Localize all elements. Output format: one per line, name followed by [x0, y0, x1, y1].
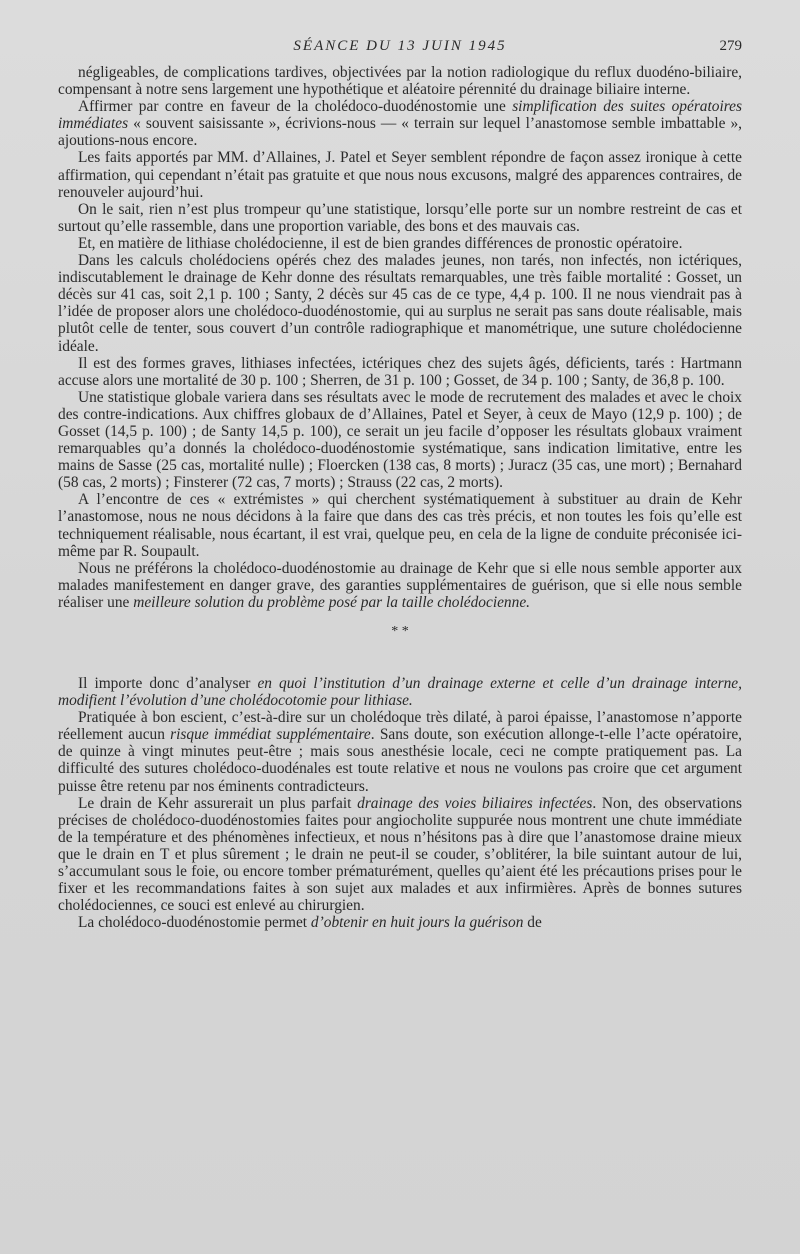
body-text-part1 — [58, 64, 742, 611]
text-run: Nous ne préférons la cholédoco-duodénostomie au drainage de Kehr que si elle nous semble apporter aux malades manifestement en danger grave, des garanties supplémentaires de guérison, que si elle nous semble réaliser une — [58, 559, 742, 611]
paragraph — [58, 252, 742, 355]
text-run: Dans les calculs cholédociens opérés chez des malades jeunes, non tarés, non infectés, non ictériques, indiscutablement le drainage de Kehr donne des résultats remarquables, une très faible mortalité : Gosset, un décès sur 41 cas, soit 2,1 p. 100 ; Santy, 2 décès sur 45 cas de ce type, 4,4 p. 100. Il ne nous viendrait pas à l’idée de proposer alors une cholédoco-duodénostomie, qui au surplus ne serait pas sans doute réalisable, mais plutôt celle de tenter, sous couvert d’un contrôle radiographique et manométrique, une suture cholédocienne idéale. — [58, 252, 742, 355]
paragraph — [58, 149, 742, 200]
text-run: A l’encontre de ces « extrémistes » qui cherchent systématiquement à substituer au drain de Kehr l’anastomose, nous ne nous décidons à la faire que dans des cas très précis, et non toutes les fois qu’elle est techniquement réalisable, nous écartant, il est vrai, quelque peu, en cela de la ligne de conduite préconisée ici-même par R. Soupault. — [58, 491, 742, 560]
text-run: . Sans doute, son exécution allonge-t-elle l’acte opératoire, de quinze à vingt minutes peut-être ; mais sous anesthésie locale, ceci ne compte pratiquement pas. La difficulté des sutures cholédoco-duodénales est toute relative et nous ne voulons pas croire que cet argument puisse être retenu par nos éminents contradicteurs. — [58, 726, 743, 795]
running-head: SÉANCE DU 13 JUIN 1945 — [293, 38, 507, 54]
paragraph — [58, 389, 742, 492]
paragraph — [58, 914, 742, 931]
italic-run: risque immédiat supplémentaire — [170, 726, 371, 744]
page-header — [58, 36, 742, 64]
paragraph — [58, 201, 742, 235]
text-run: . Non, des observations précises de cholédoco-duodénostomies faites pour angiocholite suppurée nous montrent une chute immédiate de la température et des phénomènes infectieux, et nous n’hésitons pas à dire que l’anastomose draine mieux que le drain en T et plus sûrement ; le drain ne peut-il se couder, s’oblitérer, la bile suintant autour de lui, s’accumulant sous le foie, ou encore tomber prématurément, quelles qu’aient été les précautions prises pour le fixer et les recommandations faites à son sujet aux malades et aux infirmières. Après de bonnes sutures cholédociennes, ce souci est enlevé au chirurgien. — [58, 794, 742, 915]
text-run: négligeables, de complications tardives, objectivées par la notion radiologique du reflux duodéno-biliaire, compensant à notre sens largement une hypothétique et aléatoire pérennité du drainage biliaire interne. — [58, 64, 742, 99]
italic-run: meilleure solution du problème posé par la taille cholédocienne. — [133, 593, 530, 611]
text-run: La cholédoco-duodénostomie permet — [78, 914, 311, 932]
page-number: 279 — [719, 38, 742, 54]
paragraph — [58, 560, 742, 611]
section-break-asterisks: * * — [391, 624, 409, 639]
paragraph — [58, 355, 742, 389]
text-run: Il importe donc d’analyser — [78, 675, 258, 692]
text-run: Les faits apportés par MM. d’Allaines, J. Patel et Seyer semblent répondre de façon assez ironique à cette affirmation, qui cependant n’était pas gratuite et que nous nous excusons, malgré des apparences contraires, de renouveler aujourd’hui. — [58, 149, 742, 201]
paragraph — [58, 709, 742, 794]
text-run: Affirmer par contre en faveur de la cholédoco-duodénostomie une — [78, 98, 513, 116]
text-run: « souvent saisissante », écrivions-nous — « terrain sur lequel l’anastomose semble imbattable », ajoutions-nous encore. — [58, 115, 742, 150]
text-run: Le drain de Kehr assurerait un plus parfait — [78, 794, 358, 812]
body-text-part2 — [58, 675, 742, 931]
text-run: Une statistique globale variera dans ses résultats avec le mode de recrutement des malades et avec le choix des contre-indications. Aux chiffres globaux de d’Allaines, Patel et Seyer, à ceux de Mayo (12,9 p. 100) ; de Gosset (14,5 p. 100) ; de Santy 14,5 p. 100), ce serait un jeu facile d’opposer les résultats globaux vraiment remarquables qu’a donnés la cholédoco-duodénostomie systématique, sans indication limitative, entre les mains de Sasse (25 cas, mortalité nulle) ; Floercken (138 cas, 8 morts) ; Juracz (35 cas, une mort) ; Bernahard (58 cas, 2 morts) ; Finsterer (72 cas, 7 morts) ; Strauss (22 cas, 2 morts). — [58, 388, 742, 492]
paragraph — [58, 235, 742, 252]
paragraph — [58, 491, 742, 559]
text-run: On le sait, rien n’est plus trompeur qu’une statistique, lorsqu’elle porte sur un nombre restreint de cas et surtout qu’elle rassemble, dans une proportion variable, des bons et des mauvais cas. — [58, 200, 742, 235]
italic-run: drainage des voies biliaires infectées — [357, 794, 593, 812]
italic-run: en quoi l’institution d’un drainage externe et celle d’un drainage interne, modifient l’évolution d’une cholédocotomie pour lithiase. — [58, 675, 742, 710]
paragraph — [58, 795, 742, 915]
italic-run: d’obtenir en huit jours la guérison — [310, 914, 524, 932]
text-run: Il est des formes graves, lithiases infectées, ictériques chez des sujets âgés, déficients, tarés : Hartmann accuse alors une mortalité de 30 p. 100 ; Sherren, de 31 p. 100 ; Gosset, de 34 p. 100 ; Santy, de 36,8 p. 100. — [58, 354, 742, 389]
paragraph — [58, 675, 742, 709]
paragraph — [58, 98, 742, 149]
paragraph — [58, 64, 742, 98]
text-run: de — [523, 914, 542, 932]
italic-run: simplification des suites opératoires immédiates — [58, 98, 742, 133]
text-run: Pratiquée à bon escient, c’est-à-dire sur un cholédoque très dilaté, à paroi épaisse, l’anastomose n’apporte réellement aucun — [58, 709, 742, 744]
text-run: Et, en matière de lithiase cholédocienne, il est de bien grandes différences de pronostic opératoire. — [78, 234, 683, 252]
